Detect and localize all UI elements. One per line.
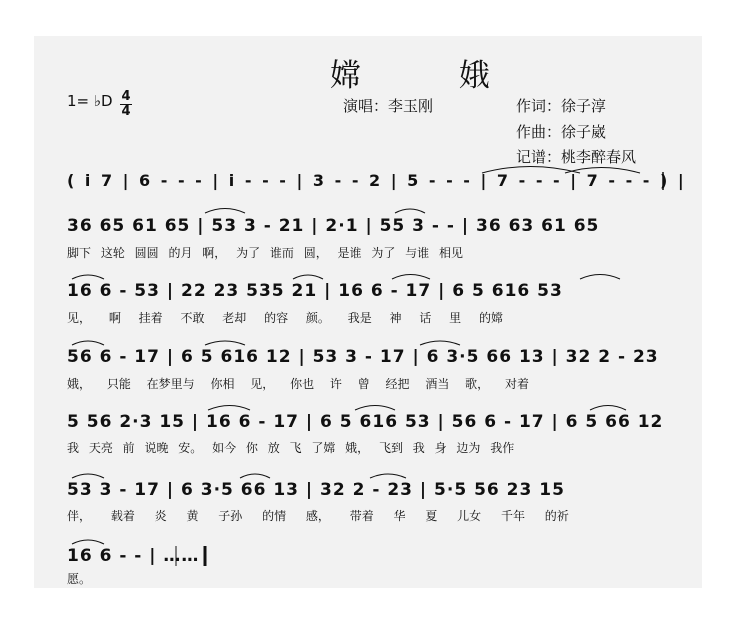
lyrics-line-4: 我 天亮 前 说晚 安。 如今 你 放 飞 了嫦 娥， 飞到 我 身 边为 我作 bbox=[67, 441, 515, 455]
lyricist-credit: 作词：徐子淳 bbox=[516, 97, 607, 115]
notes-line-2: 16 6 - 53 | 22 23 535 21 | 16 6 - 17 | 6 5 616 53 bbox=[67, 281, 563, 301]
slur-arc bbox=[355, 406, 395, 411]
notes-line-3: 56 6 - 17 | 6 5 616 12 | 53 3 - 17 | 6 3·5 66 13 | 32 2 - 23 bbox=[67, 347, 659, 367]
lyrics-line-1: 脚下 这轮 圆圆 的月 啊， 为了 谁而 圆， 是谁 为了 与谁 相见 bbox=[67, 246, 463, 260]
transcriber-credit: 记谱：桃李醉春风 bbox=[516, 148, 637, 166]
slur-arc bbox=[370, 474, 406, 478]
slur-arc bbox=[72, 474, 104, 478]
composer-credit: 作曲：徐子崴 bbox=[516, 123, 607, 141]
time-signature-top: 4 bbox=[121, 89, 131, 104]
slur-arc bbox=[72, 540, 104, 544]
notes-line-6: 16 6 - - | …… bbox=[67, 546, 200, 566]
intro-line: ( i 7 | 6 - - - | i - - - | 3 - - 2 | 5 - - - | 7 - - - | 7 - - - ) | bbox=[67, 171, 685, 190]
lyrics-line-3: 娥， 只能 在梦里与 你相 见， 你也 许 曾 经把 酒当 歌， 对着 bbox=[67, 377, 529, 391]
lyrics-line-2: 见， 啊 挂着 不敢 老却 的容 颜。 我是 神 话 里 的嫦 bbox=[67, 311, 503, 325]
key-signature: 1= ♭D bbox=[67, 92, 113, 110]
slur-arc bbox=[420, 341, 460, 345]
slur-arc bbox=[72, 341, 104, 345]
slur-arc bbox=[240, 474, 270, 478]
slur-arc bbox=[72, 275, 104, 279]
notes-line-4: 5 56 2·3 15 | 16 6 - 17 | 6 5 616 53 | 56 6 - 17 | 6 5 66 12 bbox=[67, 412, 664, 432]
slur-arc bbox=[482, 167, 580, 174]
slur-arc bbox=[395, 209, 425, 213]
slur-arc bbox=[208, 406, 250, 411]
singer-credit: 演唱：李玉刚 bbox=[343, 97, 434, 115]
lyrics-line-6: 愿。 bbox=[67, 572, 92, 586]
lyrics-line-5: 伴， 载着 炎 黄 子孙 的情 感， 带着 华 夏 儿女 千年 的祈 bbox=[67, 509, 569, 523]
notes-line-5: 53 3 - 17 | 6 3·5 66 13 | 32 2 - 23 | 5·5 56 23 15 bbox=[67, 480, 565, 500]
slur-arc bbox=[392, 275, 430, 280]
slur-arc bbox=[590, 406, 626, 411]
end-barlines bbox=[176, 172, 663, 566]
slur-arc bbox=[293, 275, 323, 279]
slur-arc bbox=[580, 275, 620, 280]
slur-arc bbox=[205, 209, 245, 214]
song-title: 嫦 娥 bbox=[330, 58, 534, 94]
time-signature-bottom: 4 bbox=[121, 104, 131, 119]
slur-arc bbox=[205, 341, 245, 345]
notes-line-1: 36 65 61 65 | 53 3 - 21 | 2·1 | 55 3 - - | 36 63 61 65 bbox=[67, 216, 600, 236]
